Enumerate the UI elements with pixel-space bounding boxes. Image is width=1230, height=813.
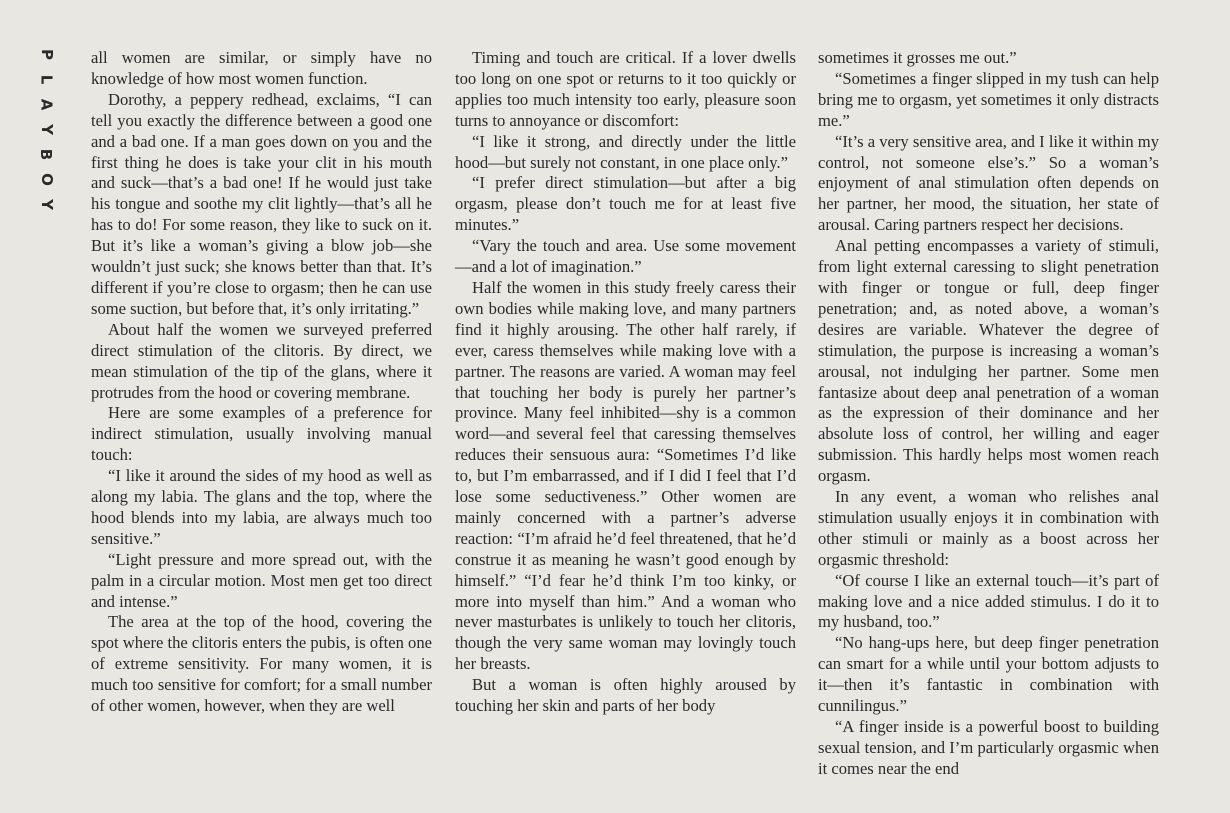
paragraph: Timing and touch are critical. If a lover dwells too long on one spot or returns to it too quickly or applies too much intensity too early, pleasure soon turns to annoyance or discomfort:: [455, 48, 796, 130]
side-label-letter: A: [37, 98, 56, 111]
paragraph: “Light pressure and more spread out, with the palm in a circular motion. Most men get too direct and intense.”: [91, 549, 432, 611]
paragraph: “I like it strong, and directly under the little hood—but surely not constant, in one place only.”: [455, 131, 796, 172]
paragraph: Dorothy, a peppery redhead, exclaims, “I can tell you exactly the difference between a good one and a bad one. If a man goes down on you and the first thing he does is take your clit in his mouth and suck—that’s a bad one! If he would just take his tongue and soothe my clit lightly—that’s all he has to do! For some reason, they like to suck on it. But it’s like a woman’s giving a blow job—she wouldn’t just suck; she knows better than that. It’s different if you’re close to orgasm; then he can use some suction, but before that, it’s only irritating.”: [91, 89, 432, 318]
paragraph: sometimes it grosses me out.”: [818, 48, 1017, 67]
side-label-letter: P: [37, 49, 56, 60]
paragraph: “Of course I like an external touch—it’s part of making love and a nice added stimulus. I do it to my husband, too.”: [818, 570, 1159, 632]
paragraph: But a woman is often highly aroused by touching her skin and parts of her body: [455, 675, 796, 716]
paragraph: “A finger inside is a powerful boost to building sexual tension, and I’m particularly orgasmic when it comes near the end: [818, 717, 1159, 778]
side-label-letter: Y: [37, 124, 56, 135]
paragraph: Half the women in this study freely caress their own bodies while making love, and many partners find it highly arousing. The other half rarely, if ever, caress themselves while making love with a partner. The reasons are varied. A woman may feel that touching her body is purely her partner’s province. Many feel inhibited—shy is a common word—and several feel that caressing themselves reduces their sensuous aura: “Sometimes I’d like to, but I’m embarrassed, and if I did I feel that I’d lose some seductiveness.” Other women are mainly concerned with a partner’s adverse reaction: “I’m afraid he’d feel threatened, that he’d construe it as meaning he wasn’t good enough by himself.” “I’d fear he’d think I’m too kinky, or more into myself than him.” And a woman who never masturbates is unlikely to touch her clitoris, though the very same woman may lovingly touch her breasts.: [455, 277, 796, 674]
paragraph: Here are some examples of a preference for indirect stimulation, usually involving manual touch:: [91, 403, 432, 465]
paragraph: “Vary the touch and area. Use some movement—and a lot of imagination.”: [455, 236, 796, 277]
paragraph: In any event, a woman who relishes anal stimulation usually enjoys it in combination with other stimuli or mainly as a boost across her orgasmic threshold:: [818, 487, 1159, 569]
paragraph: About half the women we surveyed preferred direct stimulation of the clitoris. By direct, we mean stimulation of the tip of the glans, where it protrudes from the hood or covering membrane.: [91, 319, 432, 402]
paragraph: “I like it around the sides of my hood as well as along my labia. The glans and the top, where the hood blends into my labia, are always much too sensitive.”: [91, 466, 432, 548]
side-label-letter: B: [37, 148, 56, 161]
paragraph: “Sometimes a finger slipped in my tush can help bring me to orgasm, yet sometimes it only distracts me.”: [818, 68, 1159, 130]
text-column-2: [455, 48, 796, 717]
paragraph: Anal petting encompasses a variety of stimuli, from light external caressing to slight penetration with finger or tongue or full, deep finger penetration; and, as noted above, a woman’s desires are variable. Whatever the degree of stimulation, the purpose is increasing a woman’s arousal, not indulging her partner. Some men fantasize about deep anal penetration of a woman as the expression of their dominance and her absolute loss of control, her willing and eager submission. This hardly helps most women reach orgasm.: [818, 236, 1159, 486]
magazine-side-label: [36, 44, 56, 215]
paragraph: “I prefer direct stimulation—but after a big orgasm, please don’t touch me for at least five minutes.”: [455, 173, 796, 235]
side-label-letter: O: [37, 173, 56, 186]
text-column-1: [91, 48, 432, 717]
side-label-letter: L: [37, 74, 56, 85]
paragraph: The area at the top of the hood, covering the spot where the clitoris enters the pubis, is often one of extreme sensitivity. For many women, it is much too sensitive for comfort; for a small number of other women, however, when they are well: [91, 612, 433, 716]
text-column-3: [818, 48, 1159, 780]
paragraph: all women are similar, or simply have no knowledge of how most women function.: [91, 48, 432, 88]
side-label-letter: Y: [37, 199, 56, 210]
paragraph: “No hang-ups here, but deep finger penetration can smart for a while until your bottom adjusts to it—then it’s fantastic in combination with cunnilingus.”: [818, 633, 1159, 716]
paragraph: “It’s a very sensitive area, and I like it within my control, not someone else’s.” So a woman’s enjoyment of anal stimulation often depends on her partner, her mood, the situation, her state of arousal. Caring partners respect her decisions.: [818, 131, 1159, 235]
